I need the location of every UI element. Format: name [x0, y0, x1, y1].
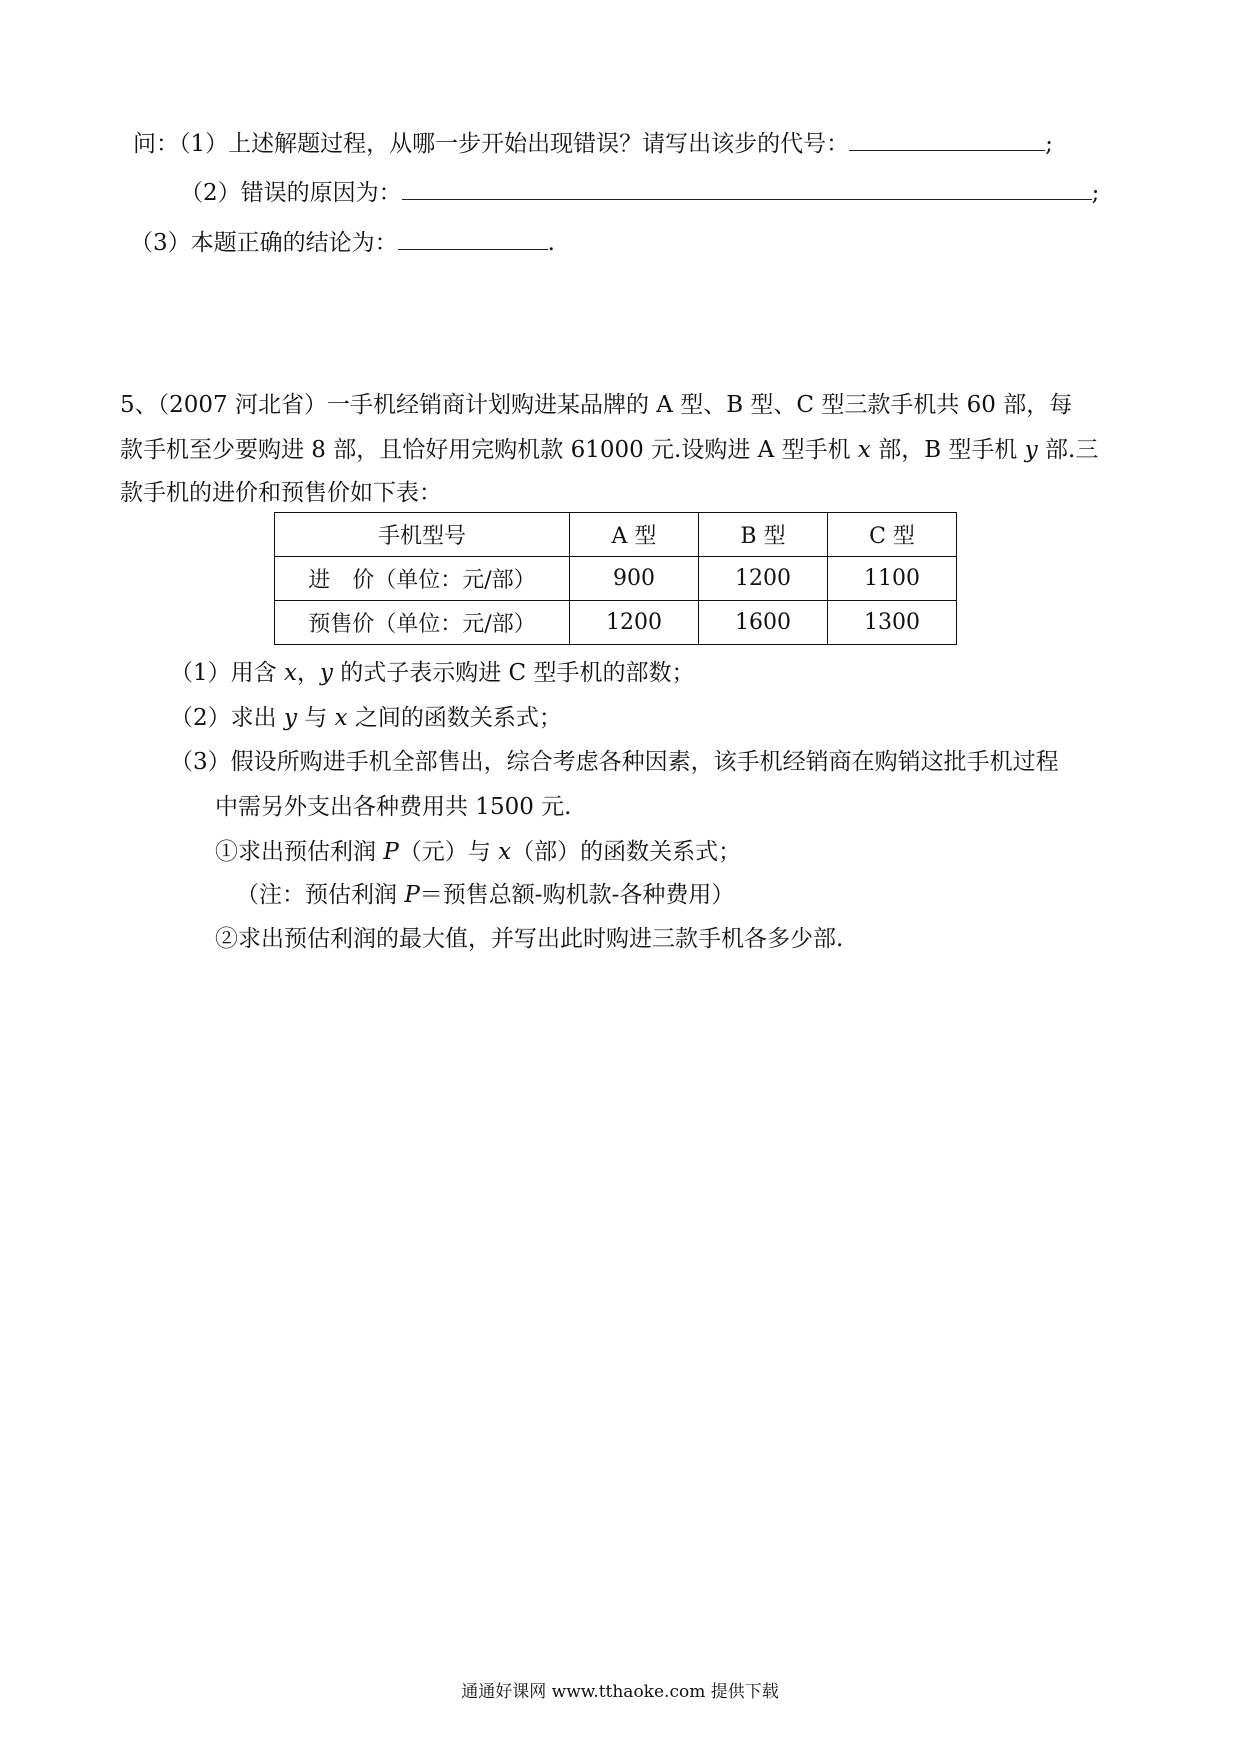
header-cell: C 型 — [828, 513, 957, 557]
line-2-part-a: 款手机至少要购进 8 部，且恰好用完购机款 61000 元.设购进 A 型手机 — [120, 437, 858, 463]
question-3-text: （3）本题正确的结论为： — [130, 230, 398, 256]
var-x: x — [498, 839, 512, 865]
sub-question-2 — [170, 703, 562, 733]
line-2-part-b: 部，B 型手机 — [870, 437, 1025, 463]
profit-note — [236, 880, 734, 910]
line-2-part-c: 部.三 — [1037, 437, 1099, 463]
header-cell: A 型 — [570, 513, 699, 557]
sub-question-3-line-2: 中需另外支出各种费用共 1500 元. — [215, 794, 572, 820]
header-cell: 手机型号 — [275, 513, 570, 557]
table-header-row — [275, 513, 957, 557]
sub-question-3-part-i — [215, 837, 741, 867]
var-p: P — [383, 839, 399, 865]
var-y: y — [1024, 437, 1038, 463]
header-cell: B 型 — [699, 513, 828, 557]
table-cell: 1300 — [828, 601, 957, 645]
sub-question-3-line-1: （3）假设所购进手机全部售出，综合考虑各种因素，该手机经销商在购销这批手机过程 — [170, 749, 1059, 775]
ask-prefix: 问： — [133, 131, 179, 157]
answer-blank-3 — [398, 227, 548, 250]
var-x: x — [857, 437, 871, 463]
sub-question-1 — [170, 658, 694, 688]
question-1-end: ; — [1045, 131, 1053, 157]
question-line-1 — [133, 128, 1053, 159]
question-2-text: （2）错误的原因为： — [180, 180, 402, 206]
table-cell: 900 — [570, 557, 699, 601]
table-row — [275, 601, 957, 645]
var-y: y — [319, 660, 333, 686]
table-cell: 1200 — [570, 601, 699, 645]
sub-2-part-c: 之间的函数关系式； — [347, 705, 562, 731]
question-3-end: . — [547, 230, 555, 256]
problem-5-line-1: 5、（2007 河北省）一手机经销商计划购进某品牌的 A 型、B 型、C 型三款手机共 60 部，每 — [120, 392, 1073, 418]
price-table — [274, 512, 957, 645]
answer-blank-1 — [849, 128, 1045, 151]
note-part-a: （注：预估利润 — [236, 882, 405, 908]
problem-5-line-2 — [120, 435, 1098, 465]
table-cell: 1600 — [699, 601, 828, 645]
part-i-b: （元）与 — [398, 839, 499, 865]
table-row — [275, 557, 957, 601]
note-part-b: ＝预售总额-购机款-各种费用） — [419, 882, 735, 908]
var-y: y — [283, 705, 297, 731]
sub-2-part-b: 与 — [296, 705, 335, 731]
part-i-c: （部）的函数关系式； — [511, 839, 742, 865]
var-x: x — [334, 705, 348, 731]
question-line-2 — [180, 177, 1099, 208]
question-1-text: （1）上述解题过程，从哪一步开始出现错误？请写出该步的代号： — [179, 131, 850, 157]
var-x: x — [283, 660, 297, 686]
table-cell: 预售价（单位：元/部） — [275, 601, 570, 645]
table-cell: 进 价（单位：元/部） — [275, 557, 570, 601]
table-cell: 1100 — [828, 557, 957, 601]
var-p: P — [404, 882, 420, 908]
answer-blank-2 — [402, 177, 1092, 200]
problem-5-line-3: 款手机的进价和预售价如下表： — [120, 480, 442, 506]
part-i-a: ①求出预估利润 — [215, 839, 384, 865]
page-footer: 通通好课网 www.tthaoke.com 提供下载 — [461, 1682, 779, 1702]
sub-question-3-part-ii: ②求出预估利润的最大值，并写出此时购进三款手机各多少部. — [215, 926, 844, 952]
sub-1-part-a: （1）用含 — [170, 660, 284, 686]
table-cell: 1200 — [699, 557, 828, 601]
sub-1-part-c: 的式子表示购进 C 型手机的部数； — [332, 660, 695, 686]
sub-1-part-b: ， — [296, 660, 320, 686]
question-2-end: ; — [1091, 180, 1100, 206]
sub-2-part-a: （2）求出 — [170, 705, 284, 731]
question-line-3 — [130, 227, 555, 258]
